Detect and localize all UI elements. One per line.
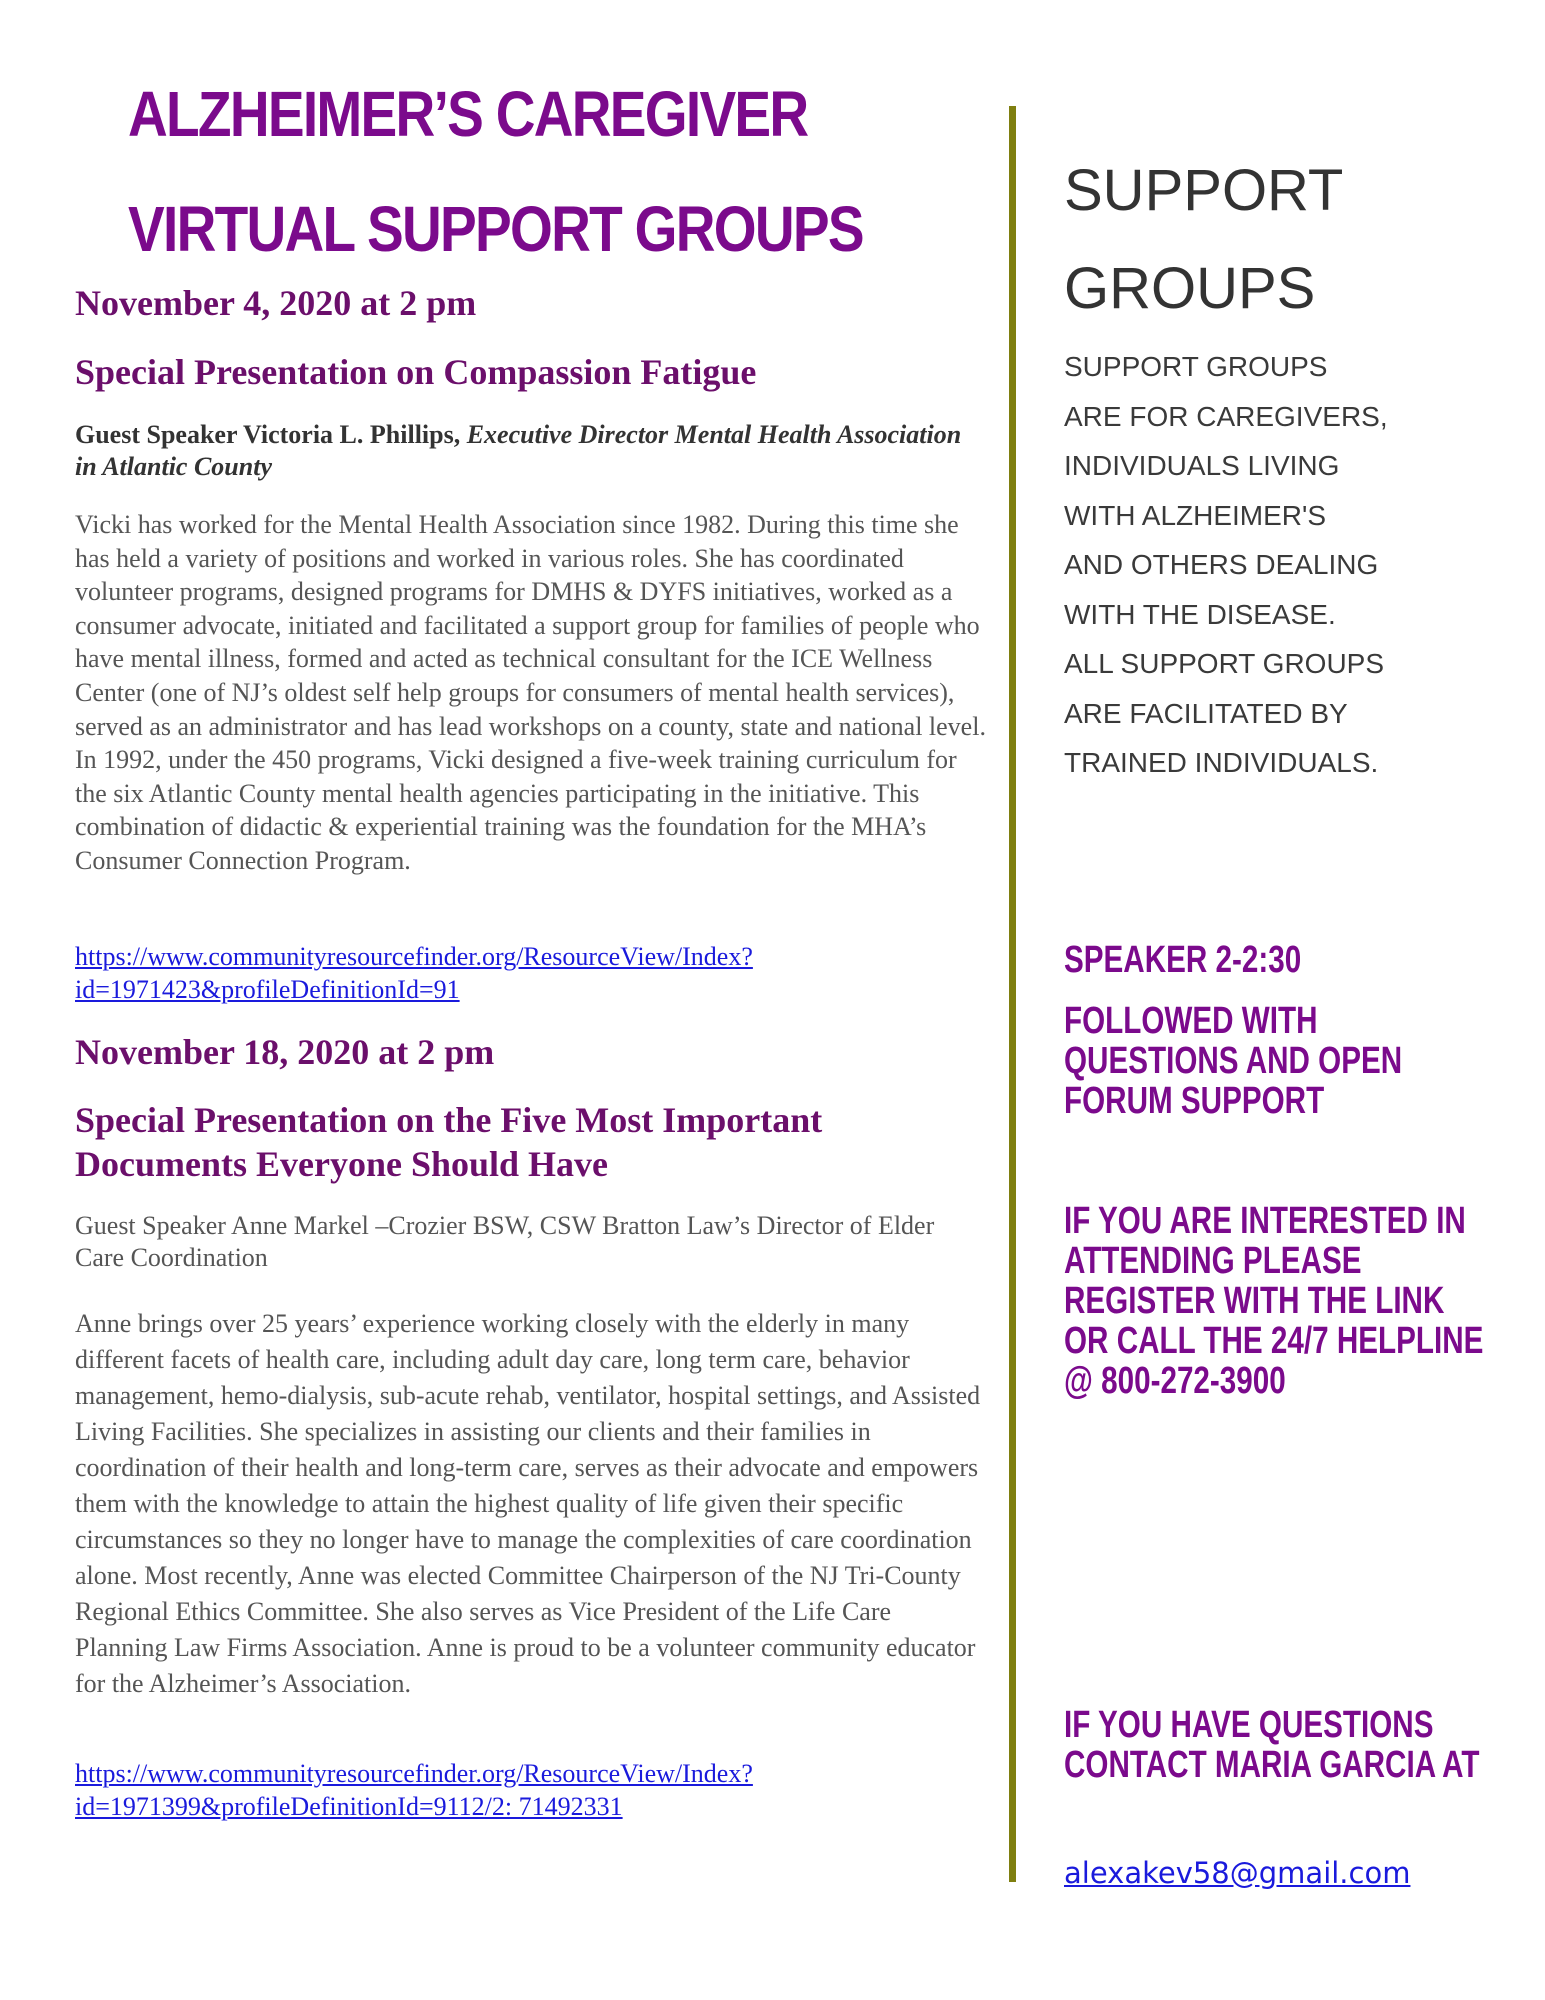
event1-register-link[interactable]: https://www.communityresourcefinder.org/ResourceView/Index?id=1971423&profileDefinitionId=91: [75, 942, 753, 1004]
sidebar-line: ARE FOR CAREGIVERS,: [1064, 400, 1388, 432]
followed-with-text: FOLLOWED WITH QUESTIONS AND OPEN FORUM SUPPORT: [1064, 1000, 1403, 1122]
sidebar-line: WITH THE DISEASE.: [1064, 598, 1336, 630]
sidebar-title-line-2: GROUPS: [1064, 256, 1316, 321]
register-text: IF YOU ARE INTERESTED IN ATTENDING PLEASE REGISTER WITH THE LINK OR CALL THE 24/7 HELPLINE @ 800-272-3900: [1064, 1200, 1484, 1402]
column-divider: [1009, 106, 1016, 1882]
sidebar-title-line-1: SUPPORT: [1064, 158, 1344, 223]
sidebar-line: WITH ALZHEIMER'S: [1064, 499, 1327, 531]
sidebar-line: ARE FACILITATED BY: [1064, 697, 1348, 729]
contact-text: IF YOU HAVE QUESTIONS CONTACT MARIA GARCIA AT: [1064, 1704, 1480, 1786]
event2-date: November 18, 2020 at 2 pm: [75, 1032, 495, 1072]
sidebar-title: [1064, 142, 1343, 338]
page-title-line-1: ALZHEIMER’S CAREGIVER: [128, 78, 808, 150]
event1-speaker-role: Executive Director Mental Health Association in Atlantic County: [75, 420, 962, 481]
event1-speaker: [75, 419, 985, 483]
page-title-line-2: VIRTUAL SUPPORT GROUPS: [128, 193, 863, 265]
sidebar-line: SUPPORT GROUPS: [1064, 351, 1328, 382]
event1-date: November 4, 2020 at 2 pm: [75, 283, 477, 323]
event1-heading: Special Presentation on Compassion Fatigue: [75, 352, 757, 392]
event2-register-link[interactable]: https://www.communityresourcefinder.org/ResourceView/Index?id=1971399&profileDefinitionId=9112/2: 71492331: [75, 1759, 753, 1821]
event1-bio: Vicki has worked for the Mental Health Association since 1982. During this time she has held a variety of positions and worked in various roles. She has coordinated volunteer programs, designed programs for DMHS & DYFS initiatives, worked as a consumer advocate, initiated and facilitated a support group for families of people who have mental illness, formed and acted as technical consultant for the ICE Wellness Center (one of NJ’s oldest self help groups for consumers of mental health services), served as an administrator and has lead workshops on a county, state and national level. In 1992, under the 450 programs, Vicki designed a five-week training curriculum for the six Atlantic County mental health agencies participating in the initiative. This combination of didactic & experiential training was the foundation for the MHA’s Consumer Connection Program.: [75, 510, 986, 875]
sidebar-line: AND OTHERS DEALING: [1064, 549, 1379, 580]
sidebar-line: ALL SUPPORT GROUPS: [1064, 648, 1385, 679]
speaker-time: SPEAKER 2-2:30: [1064, 939, 1302, 981]
sidebar-description: [1064, 342, 1484, 788]
event2-bio: Anne brings over 25 years’ experience working closely with the elderly in many different facets of health care, including adult day care, long term care, behavior management, hemo-dialysis, sub-acute rehab, ventilator, hospital settings, and Assisted Living Facilities. She specializes in assisting our clients and their families in coordination of their health and long-term care, serves as their advocate and empowers them with the knowledge to attain the highest quality of life given their specific circumstances so they no longer have to manage the complexities of care coordination alone. Most recently, Anne was elected Committee Chairperson of the NJ Tri-County Regional Ethics Committee. She also serves as Vice President of the Life Care Planning Law Firms Association. Anne is proud to be a volunteer community educator for the Alzheimer’s Association.: [75, 1309, 981, 1698]
event2-speaker: Guest Speaker Anne Markel –Crozier BSW, CSW Bratton Law’s Director of Elder Care Coordination: [75, 1211, 935, 1272]
event1-speaker-name: Guest Speaker Victoria L. Phillips,: [75, 420, 467, 449]
sidebar-line: INDIVIDUALS LIVING: [1064, 450, 1340, 481]
sidebar-line: TRAINED INDIVIDUALS.: [1064, 747, 1379, 778]
contact-email-link[interactable]: alexakev58@gmail.com: [1064, 1856, 1411, 1890]
event2-heading: Special Presentation on the Five Most Important Documents Everyone Should Have: [75, 1100, 823, 1184]
